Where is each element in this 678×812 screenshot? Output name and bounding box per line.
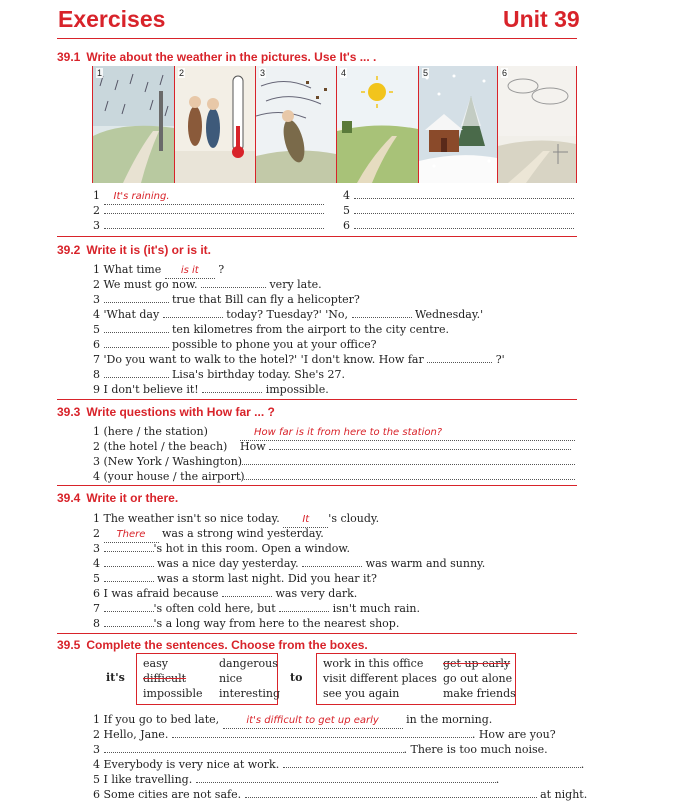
item-text: was a strong wind yesterday. <box>162 527 324 540</box>
exercise-number: 39.2 <box>57 243 81 257</box>
answer-text: It's raining. <box>113 191 170 202</box>
section-rule <box>57 485 577 486</box>
word-box-phrases <box>316 653 516 705</box>
ex1-item-5 <box>343 203 574 218</box>
box-word-used: difficult <box>143 672 187 685</box>
item-number: 3 <box>93 293 100 306</box>
answer-text: is it <box>180 265 199 276</box>
exercise-number: 39.4 <box>57 491 81 505</box>
word-box-adjectives <box>136 653 281 705</box>
item-text: . There is too much noise. <box>403 743 548 756</box>
weather-picture-4 <box>337 66 419 183</box>
header-rule <box>57 38 577 39</box>
answer-field[interactable] <box>202 392 262 393</box>
answer-field[interactable] <box>302 566 362 567</box>
item-text: The weather isn't so nice today. <box>103 512 280 525</box>
box-phrase: visit different places <box>323 672 437 685</box>
exercise-number: 39.3 <box>57 405 81 419</box>
exercise-instruction: Write it or there. <box>86 491 179 505</box>
exercise-39-1-heading <box>57 50 376 64</box>
its-label: it's <box>106 671 125 684</box>
ex4-item-7 <box>93 601 420 616</box>
ex1-item-6 <box>343 218 574 233</box>
exercise-number: 39.5 <box>57 638 81 652</box>
item-number: 2 <box>93 728 100 741</box>
item-number: 5 <box>93 572 100 585</box>
answer-field[interactable] <box>196 782 496 783</box>
ex2-item-2 <box>93 277 322 292</box>
item-number: 5 <box>93 323 100 336</box>
ex1-item-2 <box>93 203 324 218</box>
item-text: What time <box>103 263 162 276</box>
item-text: (New York / Washington) <box>103 455 243 468</box>
item-number: 7 <box>93 353 100 366</box>
ex2-item-9 <box>93 382 329 397</box>
item-text: I like travelling. <box>103 773 193 786</box>
ex5-item-3 <box>93 742 548 757</box>
item-number: 6 <box>93 788 100 801</box>
item-text: . <box>495 773 500 786</box>
exercise-instruction: Complete the sentences. Choose from the boxes. <box>86 638 368 652</box>
ex3-item-2 <box>93 439 227 454</box>
weather-picture-1 <box>93 66 175 183</box>
item-number: 1 <box>93 263 100 276</box>
answer-text: There <box>116 529 146 540</box>
exercise-instruction: Write it is (it's) or is it. <box>86 243 212 257</box>
section-rule <box>57 633 577 634</box>
weather-picture-2 <box>175 66 256 183</box>
item-text: Some cities are not safe. <box>103 788 242 801</box>
answer-field[interactable] <box>354 198 574 199</box>
item-number: 1 <box>93 512 100 525</box>
answer-field[interactable] <box>104 332 169 333</box>
box-phrase-used: get up early <box>443 657 511 670</box>
section-rule <box>57 236 577 237</box>
answer-field[interactable] <box>354 228 574 229</box>
answer-text: it's difficult to get up early <box>246 715 379 726</box>
answer-field[interactable] <box>104 302 169 303</box>
item-number: 2 <box>93 440 100 453</box>
item-text: in the morning. <box>406 713 493 726</box>
ex5-item-6 <box>93 787 587 802</box>
ex3-answer-3 <box>240 454 575 469</box>
answer-field[interactable] <box>352 317 412 318</box>
item-text: today? Tuesday?' 'No, <box>226 308 349 321</box>
item-number: 4 <box>343 189 350 202</box>
answer-field[interactable] <box>104 347 169 348</box>
item-text: 's a long way from here to the nearest shop. <box>153 617 400 630</box>
exercise-39-2-heading <box>57 243 211 257</box>
item-number: 3 <box>93 219 100 232</box>
item-text: 'Do you want to walk to the hotel?' 'I don't know. How far <box>103 353 424 366</box>
item-text: very late. <box>269 278 322 291</box>
ex3-item-4 <box>93 469 245 484</box>
answer-field[interactable] <box>240 464 575 465</box>
item-number: 4 <box>93 758 100 771</box>
to-label: to <box>290 671 303 684</box>
item-number: 6 <box>93 587 100 600</box>
item-number: 1 <box>93 189 100 202</box>
exercise-instruction: Write about the weather in the pictures. Use It's ... . <box>86 50 377 64</box>
item-text: If you go to bed late, <box>103 713 220 726</box>
box-phrase: see you again <box>323 687 400 700</box>
item-text: possible to phone you at your office? <box>172 338 377 351</box>
ex3-item-3 <box>93 454 242 469</box>
box-word: nice <box>219 672 243 685</box>
ex4-item-6 <box>93 586 357 601</box>
item-text: 's cloudy. <box>328 512 380 525</box>
item-text: ? <box>218 263 225 276</box>
answer-field[interactable] <box>279 611 329 612</box>
item-text: 's often cold here, but <box>153 602 276 615</box>
item-text: at night. <box>540 788 588 801</box>
item-text: true that Bill can fly a helicopter? <box>172 293 360 306</box>
ex4-item-4 <box>93 556 485 571</box>
answer-field[interactable] <box>172 737 472 738</box>
item-text: How <box>240 440 266 453</box>
item-text: was very dark. <box>275 587 358 600</box>
answer-field[interactable] <box>354 213 574 214</box>
ex2-item-3 <box>93 292 360 307</box>
answer-field[interactable] <box>104 752 404 753</box>
item-text: 's hot in this room. Open a window. <box>153 542 350 555</box>
ex4-item-3 <box>93 541 350 556</box>
ex2-item-4 <box>93 307 483 322</box>
exercise-39-4-heading <box>57 491 178 505</box>
answer-field[interactable] <box>222 596 272 597</box>
item-number: 3 <box>93 455 100 468</box>
section-rule <box>57 399 577 400</box>
answer-field[interactable] <box>240 479 575 480</box>
item-text: was a nice day yesterday. <box>157 557 299 570</box>
ex5-item-4 <box>93 757 584 772</box>
answer-text: It <box>302 514 310 525</box>
answer-field[interactable] <box>104 566 154 567</box>
ex4-item-5 <box>93 571 377 586</box>
picture-number: 2 <box>179 68 185 78</box>
answer-field[interactable] <box>104 611 154 612</box>
item-text: (here / the station) <box>103 425 208 438</box>
box-phrase: work in this office <box>323 657 424 670</box>
item-text: (the hotel / the beach) <box>103 440 228 453</box>
item-text: (your house / the airport) <box>103 470 245 483</box>
ex2-item-8 <box>93 367 345 382</box>
item-text: was warm and sunny. <box>365 557 486 570</box>
ex2-item-6 <box>93 337 377 352</box>
item-text: Wednesday.' <box>415 308 484 321</box>
item-text: isn't much rain. <box>332 602 420 615</box>
answer-field[interactable] <box>104 377 169 378</box>
box-word: impossible <box>143 687 203 700</box>
item-text: . How are you? <box>471 728 556 741</box>
exercise-instruction: Write questions with How far ... ? <box>86 405 275 419</box>
exercise-39-3-heading <box>57 405 275 419</box>
ex3-answer-4 <box>240 469 575 484</box>
item-number: 8 <box>93 368 100 381</box>
item-number: 6 <box>343 219 350 232</box>
box-word: interesting <box>219 687 281 700</box>
weather-picture-3 <box>256 66 337 183</box>
item-number: 5 <box>343 204 350 217</box>
item-number: 4 <box>93 470 100 483</box>
item-number: 4 <box>93 308 100 321</box>
picture-number: 3 <box>260 68 266 78</box>
item-number: 1 <box>93 713 100 726</box>
item-text: Everybody is very nice at work. <box>103 758 280 771</box>
ex1-item-3 <box>93 218 324 233</box>
answer-field[interactable] <box>104 228 324 229</box>
item-number: 9 <box>93 383 100 396</box>
item-text: Hello, Jane. <box>103 728 169 741</box>
item-text: . <box>580 758 585 771</box>
box-phrase: make friends <box>443 687 516 700</box>
picture-number: 6 <box>502 68 508 78</box>
item-text: impossible. <box>265 383 329 396</box>
page-title: Exercises <box>58 6 166 32</box>
item-text: was a storm last night. Did you hear it? <box>157 572 377 585</box>
answer-field[interactable] <box>245 797 537 798</box>
item-text: We must go now. <box>103 278 198 291</box>
item-text: ?' <box>495 353 505 366</box>
ex3-answer-2 <box>240 439 571 454</box>
item-number: 4 <box>93 557 100 570</box>
item-number: 2 <box>93 204 100 217</box>
item-number: 3 <box>93 542 100 555</box>
picture-number: 5 <box>423 68 429 78</box>
answer-field[interactable] <box>283 767 581 768</box>
item-text: ten kilometres from the airport to the city centre. <box>172 323 449 336</box>
answer-text: How far is it from here to the station? <box>254 427 443 438</box>
picture-number: 4 <box>341 68 347 78</box>
item-number: 7 <box>93 602 100 615</box>
item-text: Lisa's birthday today. She's 27. <box>172 368 346 381</box>
answer-field[interactable] <box>104 626 154 627</box>
weather-picture-6 <box>498 66 576 183</box>
item-number: 2 <box>93 527 100 540</box>
weather-picture-5 <box>419 66 498 183</box>
box-word: easy <box>143 657 168 670</box>
answer-field[interactable] <box>269 449 571 450</box>
answer-field[interactable] <box>104 551 154 552</box>
item-number: 6 <box>93 338 100 351</box>
ex3-item-1 <box>93 424 208 439</box>
ex2-item-7 <box>93 352 505 367</box>
ex5-item-2 <box>93 727 556 742</box>
exercise-number: 39.1 <box>57 50 81 64</box>
box-phrase: go out alone <box>443 672 513 685</box>
answer-field[interactable] <box>104 581 154 582</box>
exercise-39-5-heading <box>57 638 368 652</box>
item-number: 8 <box>93 617 100 630</box>
box-word: dangerous <box>219 657 278 670</box>
ex2-item-5 <box>93 322 449 337</box>
picture-number: 1 <box>97 68 103 78</box>
answer-field[interactable] <box>163 317 223 318</box>
unit-label: Unit 39 <box>503 6 580 32</box>
ex1-item-4 <box>343 188 574 203</box>
ex5-item-5 <box>93 772 499 787</box>
answer-field[interactable] <box>104 213 324 214</box>
item-text: I don't believe it! <box>103 383 199 396</box>
item-number: 1 <box>93 425 100 438</box>
ex4-item-8 <box>93 616 399 631</box>
item-number: 5 <box>93 773 100 786</box>
answer-field[interactable] <box>201 287 266 288</box>
item-text: 'What day <box>103 308 160 321</box>
item-number: 3 <box>93 743 100 756</box>
answer-field[interactable] <box>427 362 492 363</box>
item-text: I was afraid because <box>103 587 219 600</box>
item-number: 2 <box>93 278 100 291</box>
